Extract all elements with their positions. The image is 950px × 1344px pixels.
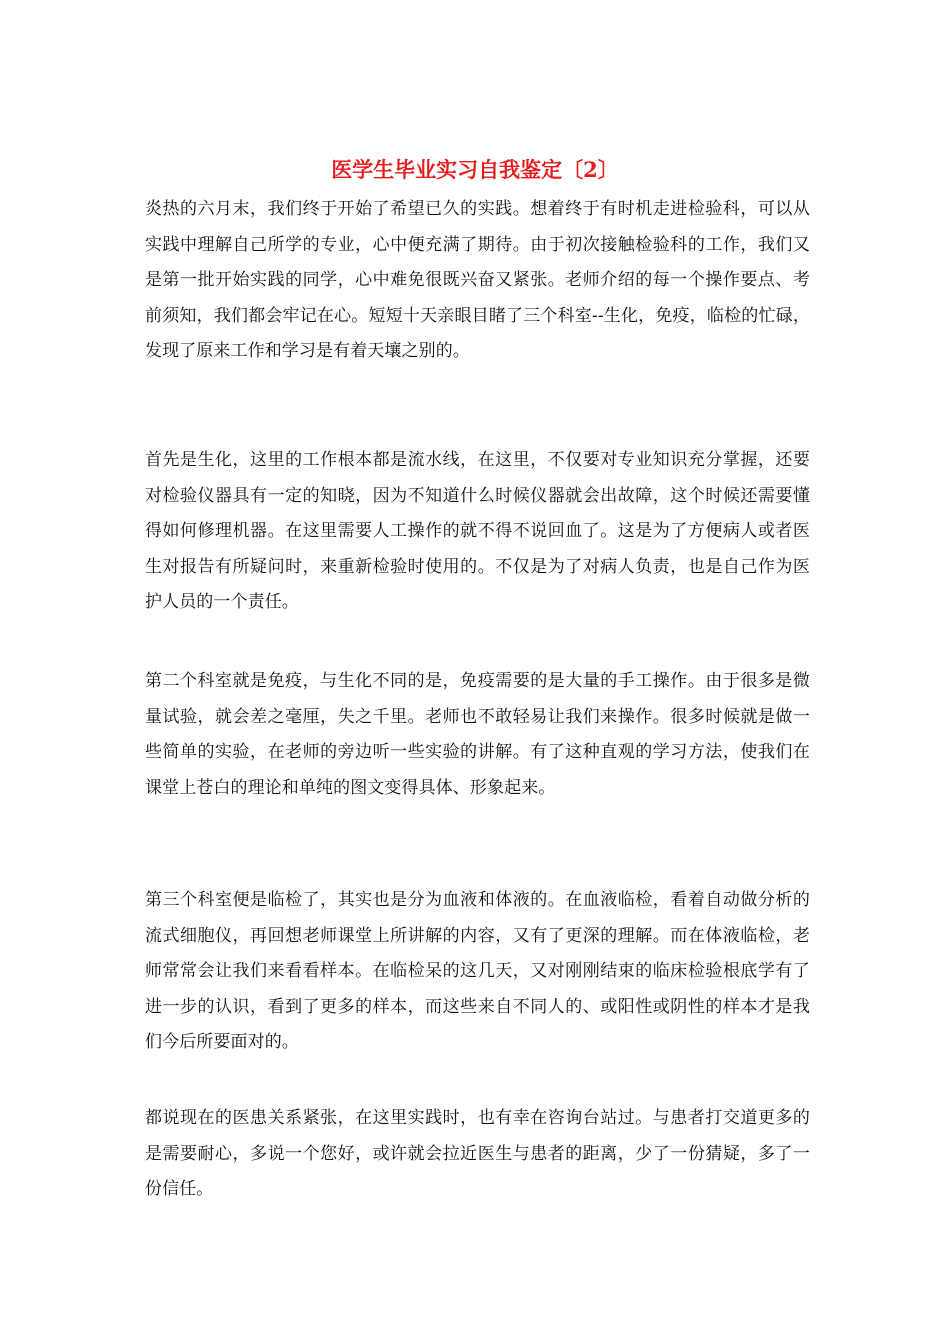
paragraph-3: 第二个科室就是免疫，与生化不同的是，免疫需要的是大量的手工操作。由于很多是微量试验，就会差之毫厘，失之千里。老师也不敢轻易让我们来操作。很多时候就是做一些简单的实验，在老师的旁边听一些实验的讲解。有了这种直观的学习方法，使我们在课堂上苍白的理论和单纯的图文变得具体、形象起来。 xyxy=(145,671,810,798)
paragraph-5: 都说现在的医患关系紧张，在这里实践时，也有幸在咨询台站过。与患者打交道更多的是需要耐心，多说一个您好，或许就会拉近医生与患者的距离，少了一份猜疑，多了一份信任。 xyxy=(145,1108,810,1200)
paragraph-4: 第三个科室便是临检了，其实也是分为血液和体液的。在血液临检，看着自动做分析的流式细胞仪，再回想老师课堂上所讲解的内容，又有了更深的理解。而在体液临检，老师常常会让我们来看看样本。在临检呆的这几天，又对刚刚结束的临床检验根底学有了进一步的认识，看到了更多的样本，而这些来自不同人的、或阳性或阴性的样本才是我们今后所要面对的。 xyxy=(145,890,810,1053)
paragraph-1: 炎热的六月末，我们终于开始了希望已久的实践。想着终于有时机走进检验科，可以从实践中理解自己所学的专业，心中便充满了期待。由于初次接触检验科的工作，我们又是第一批开始实践的同学，心中难免很既兴奋又紧张。老师介绍的每一个操作要点、考前须知，我们都会牢记在心。短短十天亲眼目睹了三个科室--生化，免疫，临检的忙碌，发现了原来工作和学习是有着天壤之别的。 xyxy=(145,199,810,362)
document-title: 医学生毕业实习自我鉴定〔2〕 xyxy=(331,157,619,182)
paragraph-2: 首先是生化，这里的工作根本都是流水线，在这里，不仅要对专业知识充分掌握，还要对检验仪器具有一定的知晓，因为不知道什么时候仪器就会出故障，这个时候还需要懂得如何修理机器。在这里需要人工操作的就不得不说回血了。这是为了方便病人或者医生对报告有所疑问时，来重新检验时使用的。不仅是为了对病人负责，也是自己作为医护人员的一个责任。 xyxy=(145,450,810,613)
